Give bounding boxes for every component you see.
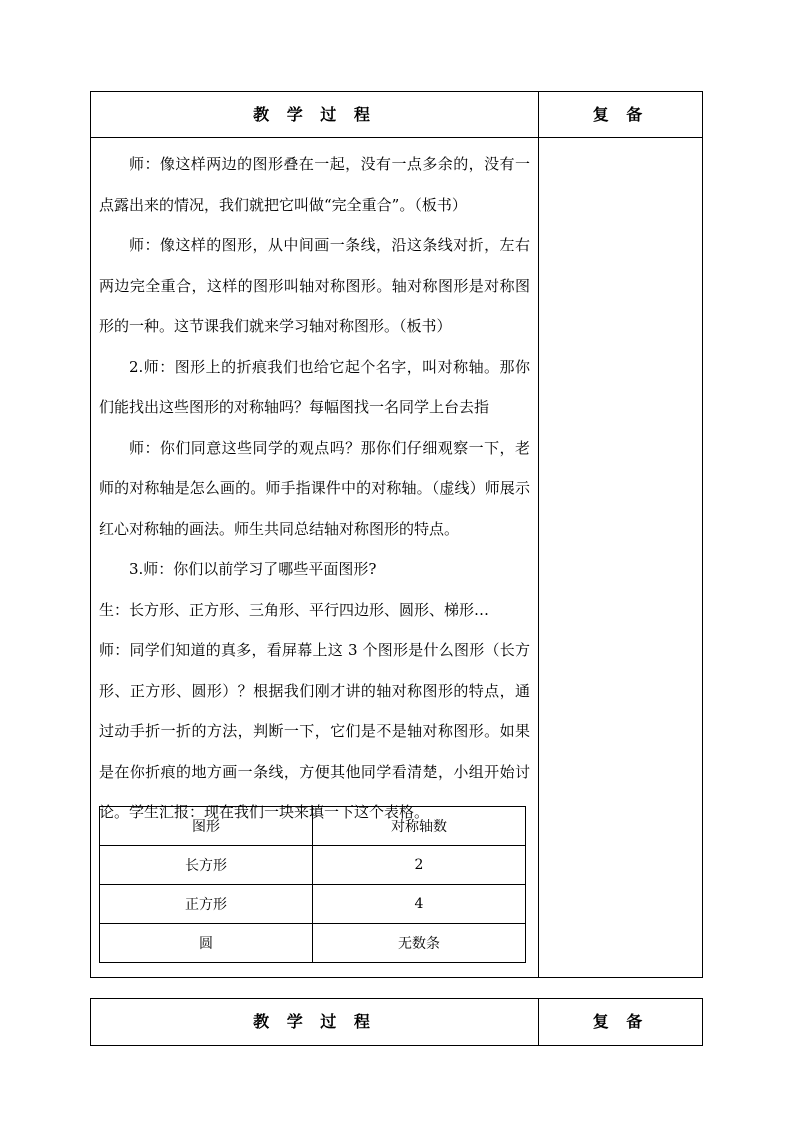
table-header-row	[100, 807, 526, 846]
table-cell-axes: 4	[313, 885, 526, 924]
process-header: 教 学 过 程	[253, 1012, 376, 1031]
paragraph-1: 师：像这样两边的图形叠在一起，没有一点多余的，没有一点露出来的情况，我们就把它叫做“完全重合”。（板书）	[99, 155, 530, 214]
table-row	[100, 924, 526, 963]
table-cell-axes: 2	[313, 846, 526, 885]
table-row	[100, 885, 526, 924]
table-cell-shape: 长方形	[100, 846, 313, 885]
next-lesson-table-header	[90, 998, 703, 1046]
paragraph-4: 师：你们同意这些同学的观点吗？那你们仔细观察一下，老师的对称轴是怎么画的。师手指课件中的对称轴。（虚线）师展示红心对称轴的画法。师生共同总结轴对称图形的特点。	[99, 438, 530, 538]
table-cell-axes: 无数条	[313, 924, 526, 963]
symmetry-axis-table	[99, 806, 526, 963]
prep-header: 复 备	[592, 105, 649, 124]
paragraph-5: 3.师：你们以前学习了哪些平面图形?	[129, 560, 377, 578]
table-cell-shape: 圆	[100, 924, 313, 963]
process-header: 教 学 过 程	[253, 105, 376, 124]
paragraph-3: 2.师：图形上的折痕我们也给它起个名字，叫对称轴。那你们能找出这些图形的对称轴吗？每幅图找一名同学上台去指	[99, 357, 530, 416]
table-row	[100, 846, 526, 885]
lesson-table	[90, 91, 703, 978]
lesson-content	[91, 138, 538, 833]
table-header-shape: 图形	[100, 807, 313, 846]
paragraph-2: 师：像这样的图形，从中间画一条线，沿这条线对折，左右两边完全重合，这样的图形叫轴对称图形。轴对称图形是对称图形的一种。这节课我们就来学习轴对称图形。（板书）	[99, 236, 530, 335]
table-header-axes: 对称轴数	[313, 807, 526, 846]
prep-header: 复 备	[592, 1012, 649, 1031]
table-cell-shape: 正方形	[100, 885, 313, 924]
paragraph-6: 生：长方形、正方形、三角形、平行四边形、圆形、梯形…	[99, 600, 490, 619]
column-divider	[538, 92, 539, 977]
paragraph-7: 师：同学们知道的真多，看屏幕上这 3 个图形是什么图形（长方形、正方形、圆形）？根据我们刚才讲的轴对称图形的特点，通过动手折一折的方法，判断一下，它们是不是轴对称图形。如果是在你折痕的地方画一条线，方便其他同学看清楚，小组开始讨论。学生汇报：现在我们一块来填一下这个表格。	[99, 641, 530, 821]
